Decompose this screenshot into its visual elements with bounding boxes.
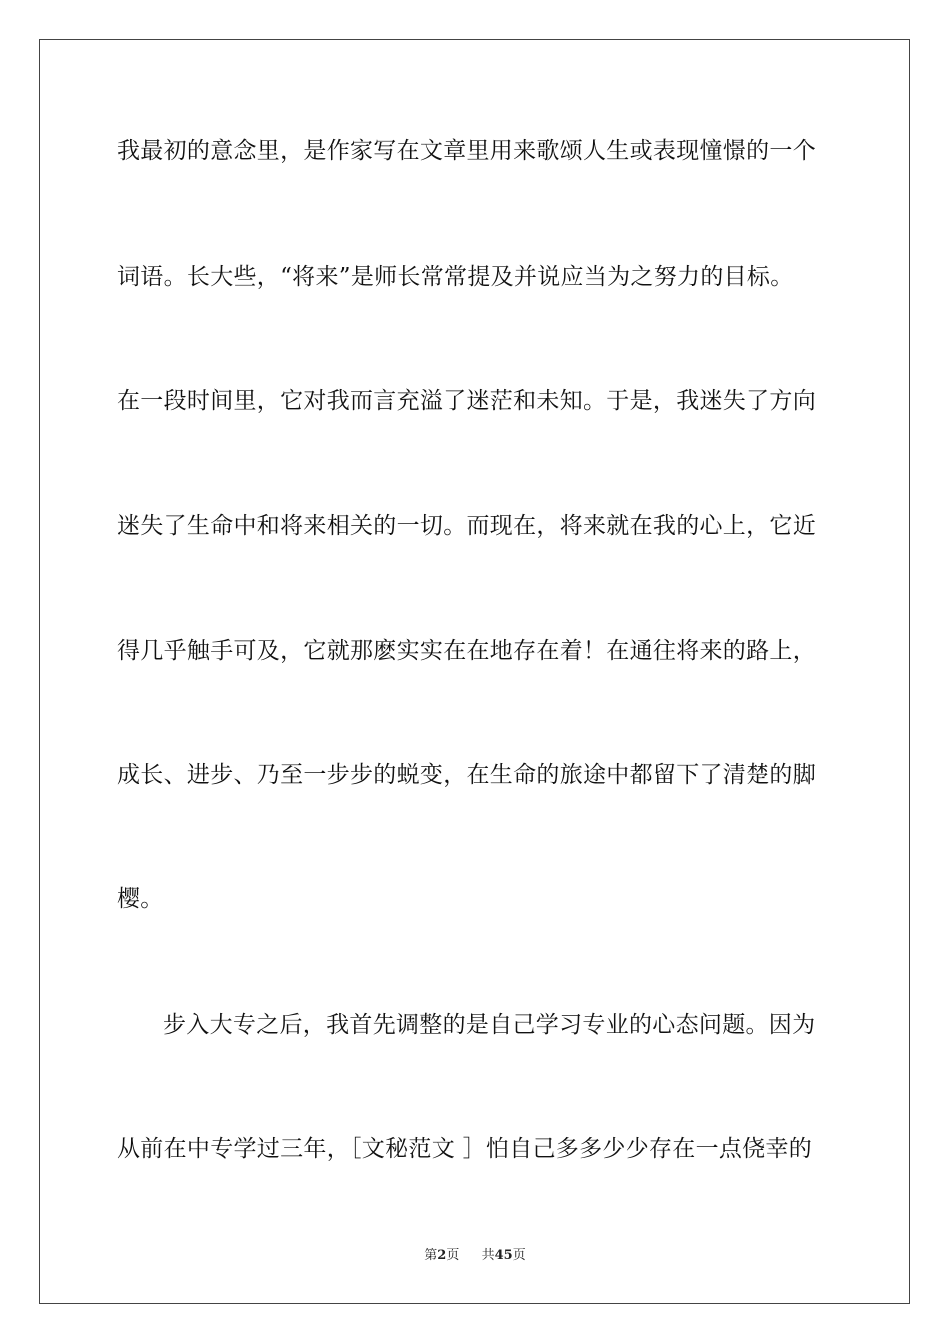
- body-line-3: 在一段时间里，它对我而言充溢了迷茫和未知。于是，我迷失了方向: [117, 388, 816, 414]
- page-indicator: [424, 1248, 459, 1264]
- body-line-1: 我最初的意念里，是作家写在文章里用来歌颂人生或表现憧憬的一个: [117, 138, 816, 164]
- body-line-5: 得几乎触手可及，它就那麽实实在在地存在着！在通往将来的路上，: [117, 638, 816, 664]
- page-footer: [0, 1248, 950, 1264]
- page-suffix: 页: [446, 1248, 460, 1263]
- page-number: 2: [437, 1248, 447, 1263]
- body-line-7: 樱。: [117, 886, 164, 912]
- body-line-8: 步入大专之后，我首先调整的是自己学习专业的心态问题。因为: [163, 1012, 816, 1038]
- total-prefix: 共: [481, 1248, 495, 1263]
- body-line-9: 从前在中专学过三年，［文秘范文 ］怕自己多多少少存在一点侥幸的: [117, 1136, 813, 1162]
- page-border: [39, 39, 910, 1304]
- total-suffix: 页: [512, 1248, 526, 1263]
- body-line-4: 迷失了生命中和将来相关的一切。而现在，将来就在我的心上，它近: [117, 513, 816, 539]
- total-pages-indicator: [482, 1248, 526, 1264]
- page-prefix: 第: [424, 1248, 438, 1263]
- body-line-2: 词语。长大些，“将来”是师长常常提及并说应当为之努力的目标。: [117, 264, 794, 290]
- body-line-6: 成长、进步、乃至一步步的蜕变，在生命的旅途中都留下了清楚的脚: [117, 762, 816, 788]
- total-pages: 45: [494, 1248, 513, 1263]
